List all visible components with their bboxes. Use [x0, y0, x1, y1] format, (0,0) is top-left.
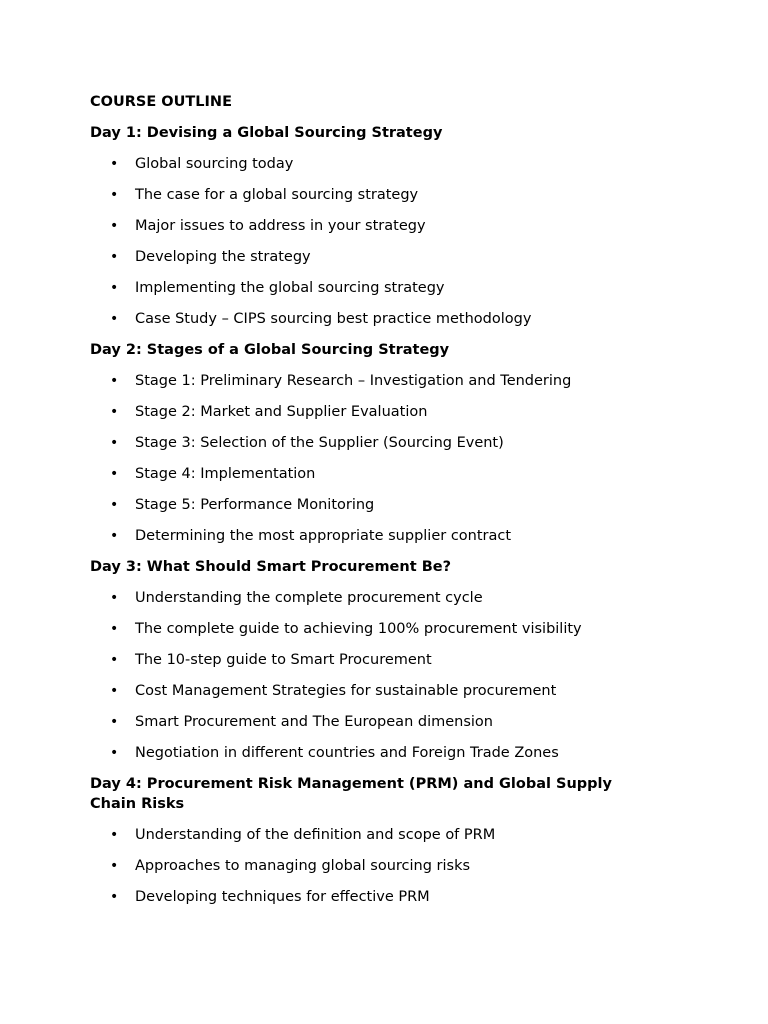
list-item — [90, 681, 650, 701]
list-item-text: Implementing the global sourcing strategy — [135, 280, 445, 296]
list-item — [90, 526, 650, 546]
list-item-text: Stage 2: Market and Supplier Evaluation — [135, 404, 428, 420]
bullet-icon: • — [110, 435, 119, 451]
list-item-text: Major issues to address in your strategy — [135, 218, 426, 234]
bullet-icon: • — [110, 652, 119, 668]
list-item — [90, 650, 650, 670]
bullet-icon: • — [110, 827, 119, 843]
day-2-list — [90, 371, 650, 546]
bullet-icon: • — [110, 466, 119, 482]
day-1-section — [90, 123, 650, 329]
list-item — [90, 247, 650, 267]
day-2-title: Day 2: Stages of a Global Sourcing Strategy — [90, 342, 450, 358]
list-item — [90, 856, 650, 876]
list-item — [90, 464, 650, 484]
list-item-text: Developing techniques for effective PRM — [135, 889, 430, 905]
list-item-text: Developing the strategy — [135, 249, 311, 265]
list-item-text: Understanding the complete procurement cycle — [135, 590, 483, 606]
list-item — [90, 495, 650, 515]
bullet-icon: • — [110, 249, 119, 265]
list-item-text: Stage 3: Selection of the Supplier (Sourcing Event) — [135, 435, 504, 451]
bullet-icon: • — [110, 280, 119, 296]
list-item — [90, 743, 650, 763]
bullet-icon: • — [110, 714, 119, 730]
list-item — [90, 154, 650, 174]
bullet-icon: • — [110, 218, 119, 234]
bullet-icon: • — [110, 187, 119, 203]
document-page — [90, 92, 650, 918]
bullet-icon: • — [110, 156, 119, 172]
list-item-text: Global sourcing today — [135, 156, 294, 172]
bullet-icon: • — [110, 528, 119, 544]
list-item — [90, 185, 650, 205]
list-item — [90, 278, 650, 298]
list-item-text: Approaches to managing global sourcing risks — [135, 858, 471, 874]
day-3-section — [90, 557, 650, 763]
list-item-text: Stage 1: Preliminary Research – Investigation and Tendering — [135, 373, 572, 389]
bullet-icon: • — [110, 858, 119, 874]
day-3-list — [90, 588, 650, 763]
day-4-title: Day 4: Procurement Risk Management (PRM) and Global Supply Chain Risks — [90, 776, 612, 812]
day-4-section — [90, 774, 650, 907]
list-item — [90, 588, 650, 608]
list-item-text: The complete guide to achieving 100% procurement visibility — [135, 621, 582, 637]
list-item — [90, 619, 650, 639]
list-item — [90, 402, 650, 422]
list-item-text: The 10-step guide to Smart Procurement — [135, 652, 432, 668]
bullet-icon: • — [110, 745, 119, 761]
day-4-list — [90, 825, 650, 907]
day-1-title: Day 1: Devising a Global Sourcing Strategy — [90, 125, 443, 141]
list-item — [90, 887, 650, 907]
bullet-icon: • — [110, 683, 119, 699]
list-item — [90, 433, 650, 453]
list-item — [90, 371, 650, 391]
bullet-icon: • — [110, 621, 119, 637]
list-item — [90, 216, 650, 236]
list-item-text: Case Study – CIPS sourcing best practice methodology — [135, 311, 532, 327]
list-item-text: Understanding of the definition and scope of PRM — [135, 827, 496, 843]
bullet-icon: • — [110, 373, 119, 389]
list-item-text: Negotiation in different countries and Foreign Trade Zones — [135, 745, 559, 761]
bullet-icon: • — [110, 497, 119, 513]
list-item — [90, 309, 650, 329]
bullet-icon: • — [110, 311, 119, 327]
course-outline-heading: COURSE OUTLINE — [90, 94, 232, 110]
list-item — [90, 712, 650, 732]
list-item-text: Stage 4: Implementation — [135, 466, 316, 482]
list-item — [90, 825, 650, 845]
list-item-text: The case for a global sourcing strategy — [135, 187, 419, 203]
list-item-text: Smart Procurement and The European dimension — [135, 714, 493, 730]
list-item-text: Determining the most appropriate supplier contract — [135, 528, 512, 544]
list-item-text: Stage 5: Performance Monitoring — [135, 497, 375, 513]
bullet-icon: • — [110, 590, 119, 606]
bullet-icon: • — [110, 404, 119, 420]
day-1-list — [90, 154, 650, 329]
day-3-title: Day 3: What Should Smart Procurement Be? — [90, 559, 451, 575]
list-item-text: Cost Management Strategies for sustainable procurement — [135, 683, 557, 699]
day-2-section — [90, 340, 650, 546]
bullet-icon: • — [110, 889, 119, 905]
